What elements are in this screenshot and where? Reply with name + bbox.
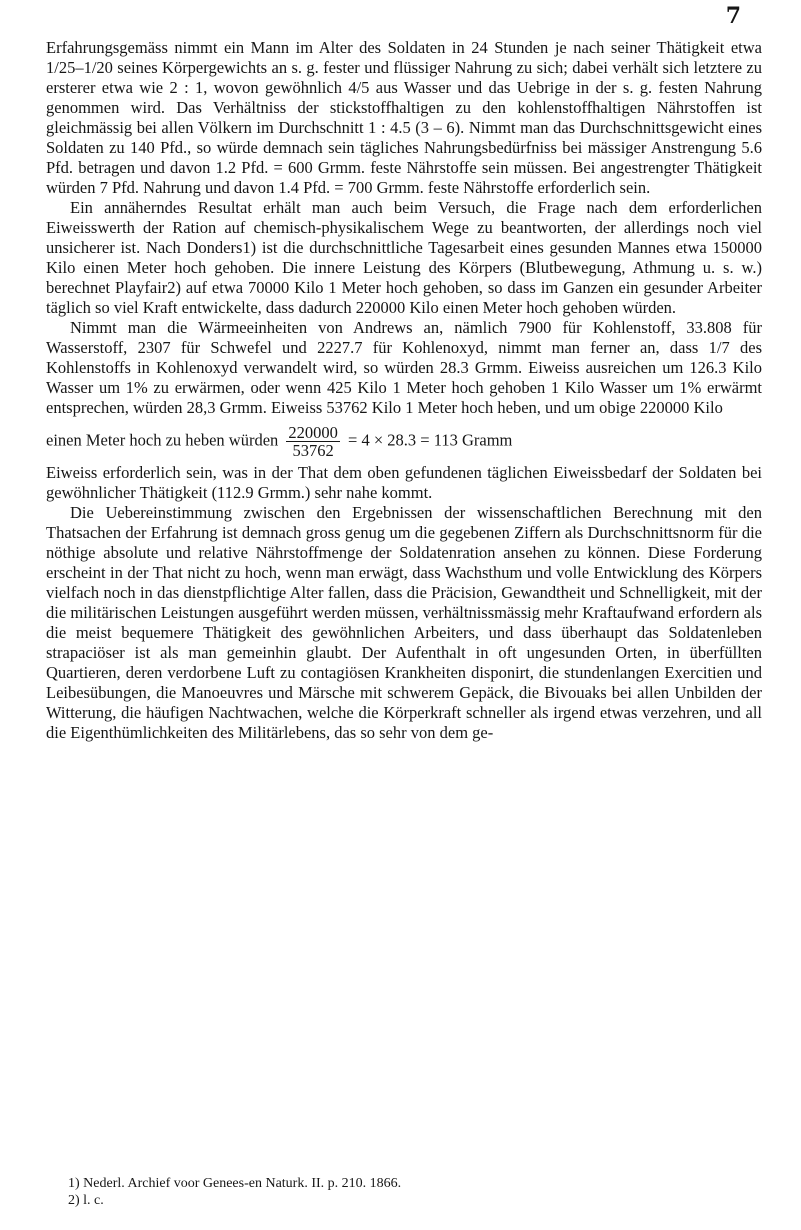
footnotes <box>46 1175 762 1209</box>
paragraph-conclusion: Die Uebereinstimmung zwischen den Ergebnissen der wissenschaftlichen Berechnung mit den Thatsachen der Erfahrung ist demnach gross genug um die gegebenen Ziffern als Durchschnittsnorm für die nöthige absolute und relative Nährstoffmenge der Soldatenration ansehen zu können. Diese Forderung erscheint in der That nicht zu hoch, wenn man erwägt, dass Wachsthum und volle Entwicklung des Körpers vielfach noch in das dienstpflichtige Alter fallen, dass die Präcision, Gewandtheit und Schnelligkeit, mit der die militärischen Leistungen ausgeführt werden müssen, verhältnissmässig mehr Kraftaufwand erfordern als die meist bequemere Thätigkeit des gewöhnlichen Arbeiters, und dass überhaupt das Soldatenleben strapaciöser ist als man gemeinhin glaubt. Der Aufenthalt in oft ungesunden Orten, in überfüllten Quartieren, deren verdorbene Luft zu contagiösen Krankheiten disponirt, die stundenlangen Exercitien und Leibesübungen, die Manoeuvres und Märsche mit schwerem Gepäck, die Bivouaks bei allen Unbilden der Witterung, die häufigen Nachtwachen, welche die Körperkraft schneller als irgend etwas verzehren, und all die Eigenthümlichkeiten des Militärlebens, das so sehr von dem ge- <box>46 503 762 742</box>
paragraph-nutrition-requirements: Erfahrungsgemäss nimmt ein Mann im Alter des Soldaten in 24 Stunden je nach seiner Thätigkeit etwa 1/25–1/20 seines Körpergewichts an s. g. fester und flüssiger Nahrung zu sich; dabei verhält sich letztere zu ersterer etwa wie 2 : 1, wovon gewöhnlich 4/5 aus Wasser und das Uebrige in der s. g. festen Nahrung genommen wird. Das Verhältniss der stickstoffhaltigen zu den kohlenstoffhaltigen Nährstoffen ist gleichmässig bei allen Völkern im Durchschnitt 1 : 4.5 (3 – 6). Nimmt man das Durchschnittsgewicht eines Soldaten zu 140 Pfd., so würde demnach sein tägliches Nahrungsbedürfniss bei mässiger Anstrengung 5.6 Pfd. betragen und davon 1.2 Pfd. = 600 Grmm. feste Nährstoffe sein müssen. Bei angestrengter Thätigkeit würden 7 Pfd. Nahrung und davon 1.4 Pfd. = 700 Grmm. feste Nährstoffe erforderlich sein. <box>46 38 762 197</box>
formula-result: = 4 × 28.3 = 113 Gramm <box>348 430 513 450</box>
page-number: 7 <box>725 3 741 29</box>
formula-prefix: einen Meter hoch zu heben würden <box>46 430 279 450</box>
paragraph-heat-units: Nimmt man die Wärmeeinheiten von Andrews an, nämlich 7900 für Kohlenstoff, 33.808 für Wasserstoff, 2307 für Schwefel und 2227.7 für Kohlenoxyd, nimmt man ferner an, dass 1/7 des Kohlenstoffs in Kohlenoxyd verwandelt wird, so würden 28.3 Grmm. Eiweiss ausreichen um 126.3 Kilo Wasser um 1% zu erwärmen, oder wenn 425 Kilo 1 Meter hoch gehoben 1 Kilo Wasser um 1% erwärmt entsprechen, würden 28,3 Grmm. Eiweiss 53762 Kilo 1 Meter hoch heben, und um obige 220000 Kilo <box>46 318 762 417</box>
formula-numerator: 220000 <box>288 423 338 442</box>
formula-denominator: 53762 <box>292 441 334 460</box>
footnote-2: 2) l. c. <box>68 1193 104 1208</box>
body-text <box>46 38 762 743</box>
paragraph-chemical-physical: Ein annäherndes Resultat erhält man auch beim Versuch, die Frage nach dem erforderlichen Eiweisswerth der Ration auf chemisch-physikalischem Wege zu beantworten, der allerdings noch viel unsicherer ist. Nach Donders1) ist die durchschnittliche Tagesarbeit eines gesunden Mannes etwa 150000 Kilo einen Meter hoch gehoben. Die innere Leistung des Körpers (Blutbewegung, Athmung u. s. w.) berechnet Playfair2) auf etwa 70000 Kilo 1 Meter hoch gehoben, so dass im Ganzen ein gesunder Arbeiter täglich so viel Kraft entwickelte, dass dadurch 220000 Kilo einen Meter hoch gehoben würden. <box>46 198 762 317</box>
formula-fraction <box>286 424 340 459</box>
footnote-1: 1) Nederl. Archief voor Genees-en Naturk. II. p. 210. 1866. <box>68 1176 402 1191</box>
formula-line <box>46 424 762 459</box>
paragraph-continuation: Eiweiss erforderlich sein, was in der That dem oben gefundenen täglichen Eiweissbedarf der Soldaten bei gewöhnlicher Thätigkeit (112.9 Grmm.) sehr nahe kommt. <box>46 463 762 502</box>
